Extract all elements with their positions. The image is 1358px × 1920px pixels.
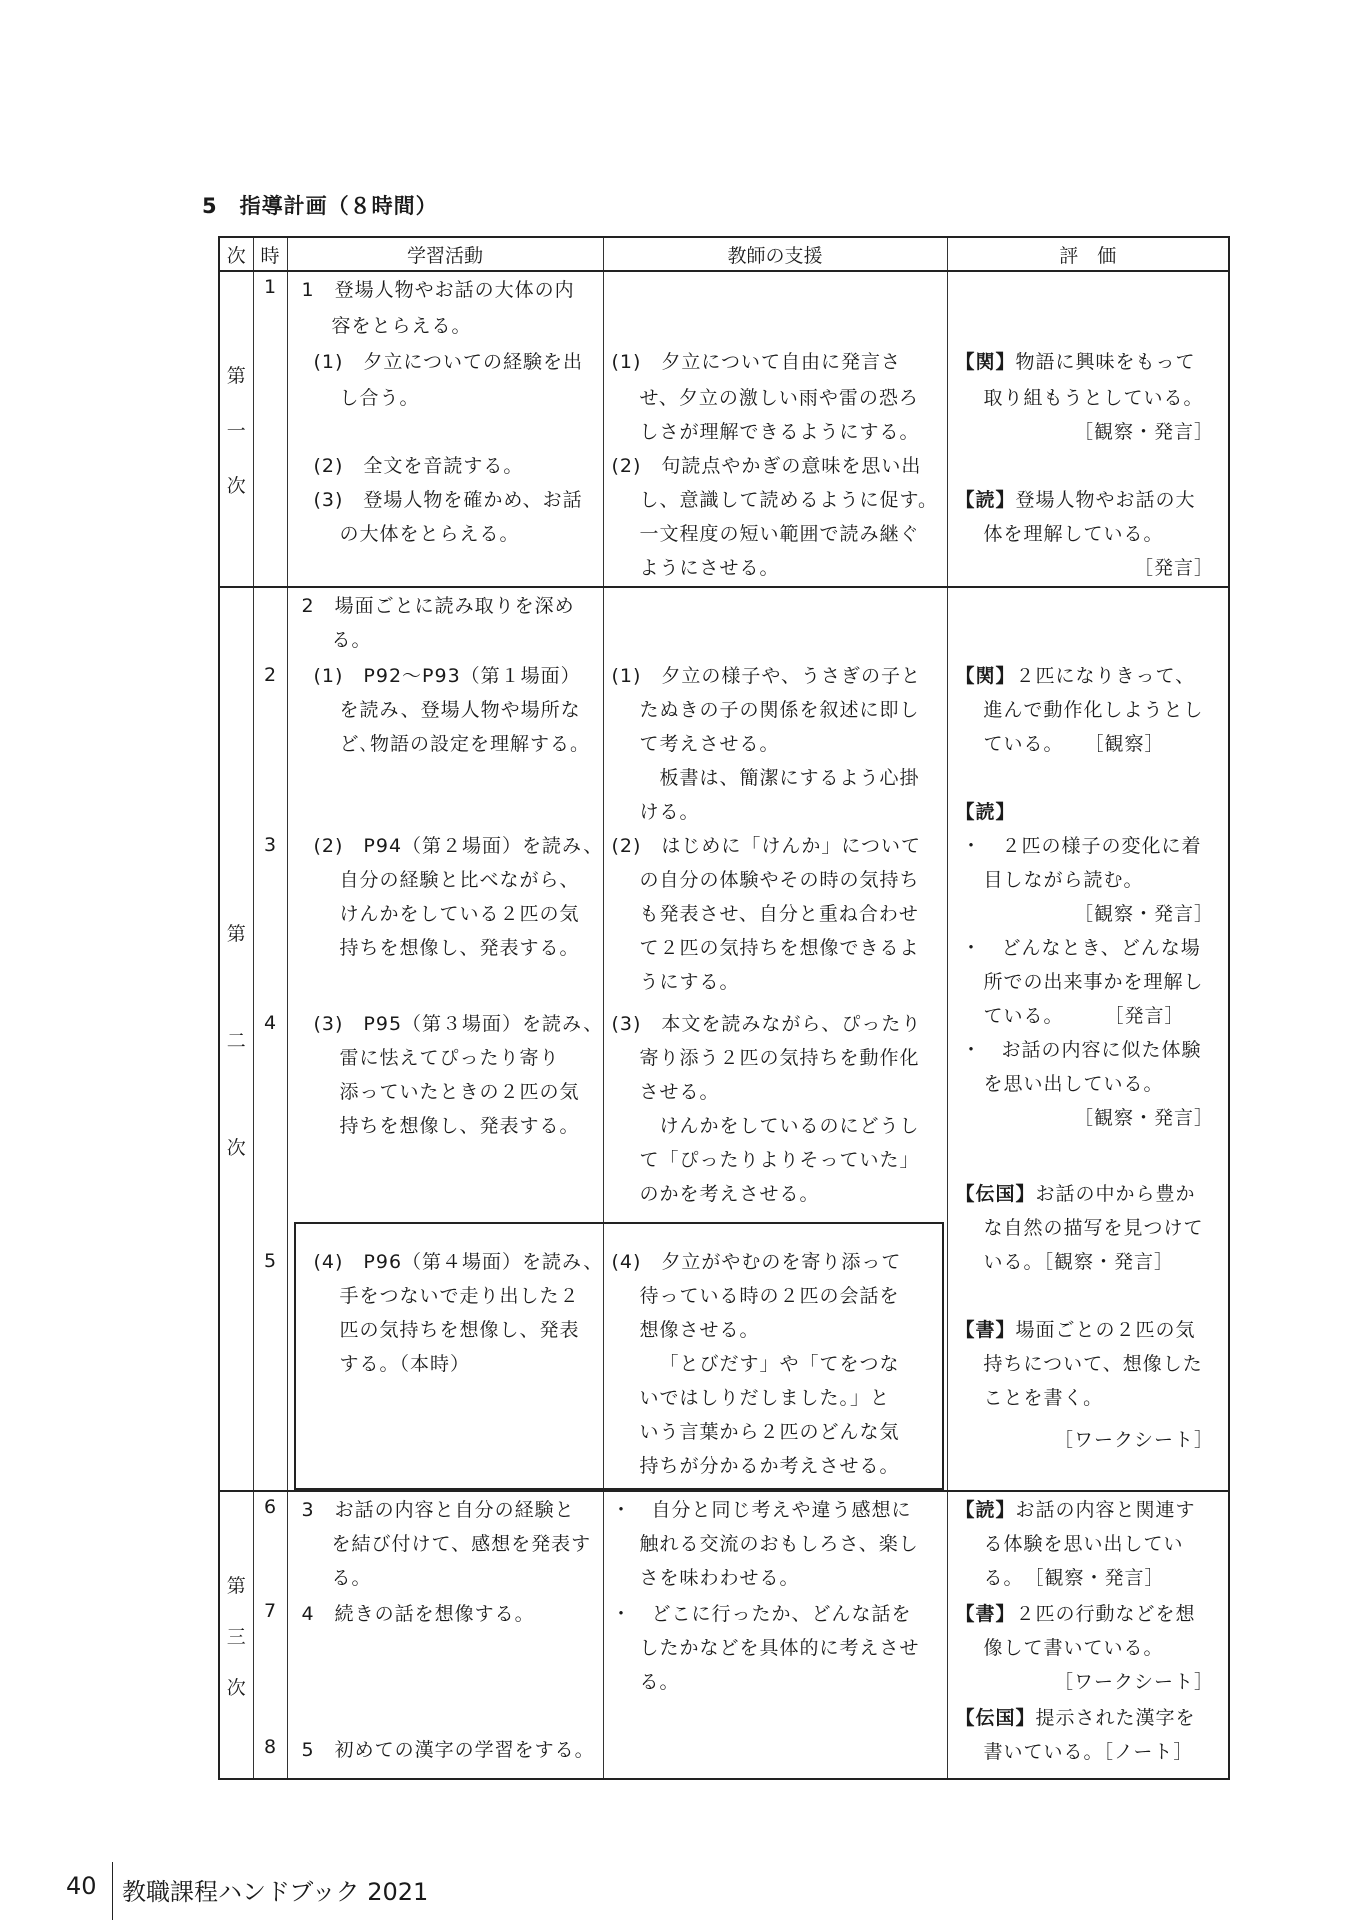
header-phase: 次 [219,237,253,271]
footer-divider [112,1862,113,1920]
evaluation-tag: 【書】 [955,1603,1016,1625]
phase-1-evaluation: 【関】物語に興味をもって 取り組もうとしている。 ［観察・発言］ 【読】登場人物やお話の大 体を理解している。 ［発言］ [947,271,1229,587]
hour-6: 6 [263,1496,277,1518]
evaluation-tag: 【書】 [955,1319,1016,1341]
hour-4: 4 [263,1012,277,1034]
phase-1-activity: 1 登場人物やお話の大体の内 容をとらえる。 (1) 夕立についての経験を出 し合う。 (2) 全文を音読する。 (3) 登場人物を確かめ、お話 の大体をとらえる。 [287,271,603,587]
phase-3 [219,1491,1229,1779]
phase-2-evaluation: 【関】２匹になりきって、 進んで動作化しようとし ている。 ［観察］ 【読】 ・ ２匹の様子の変化に着 目しながら読む。 ［観察・発言］ ・ どんなとき、どんな場 所での出来事かを理解し ている。 ［発言］ ・ お話の内容に似た体験 を思い出している。 ［観察・発言］ 【伝国】お話の中から豊か な自然の描写を見つけて いる。［観察・発言］ 【書】場面ごとの２匹の気 持ちについて、想像した ことを書く。 ［ワークシート］ [947,587,1229,1491]
hour-3: 3 [263,834,277,856]
phase-1-hours [253,271,287,587]
evaluation-tag: 【伝国】 [955,1183,1036,1205]
evaluation-tag: 【読】 [955,489,1016,511]
evaluation-tag: 【関】 [955,351,1016,373]
phase-2-hours [253,587,287,1491]
current-lesson-box [294,1222,944,1490]
phase-3-evaluation: 【読】お話の内容と関連す る体験を思い出してい る。 ［観察・発言］ 【書】２匹の行動などを想 像して書いている。 ［ワークシート］ 【伝国】提示された漢字を 書いている。［ノート］ [947,1491,1229,1779]
phase-1 [219,271,1229,587]
page-number: 40 [66,1872,97,1900]
evaluation-tag: 【読】 [955,801,1016,823]
phase-1-support: (1) 夕立について自由に発言さ せ、夕立の激しい雨や雷の恐ろ しさが理解できるようにする。 (2) 句読点やかぎの意味を思い出 し、意識して読めるように促す。 一文程度の短い範囲で読み継ぐ ようにさせる。 [603,271,947,587]
hour-5: 5 [263,1250,277,1272]
evaluation-tag: 【読】 [955,1499,1016,1521]
phase-3-support: ・ 自分と同じ考えや違う感想に 触れる交流のおもしろさ、楽し さを味わわせる。 ・ どこに行ったか、どんな話を したかなどを具体的に考えさせ る。 [603,1491,947,1779]
phase-3-activity: 3 お話の内容と自分の経験と を結び付けて、感想を発表す る。 4 続きの話を想像する。 5 初めての漢字の学習をする。 [287,1491,603,1779]
header-support: 教師の支援 [603,237,947,271]
section-title: 5 指導計画（８時間） [202,194,438,218]
hour-2: 2 [263,664,277,686]
header-evaluation: 評 価 [947,237,1229,271]
phase-2-label: 第 二 次 [219,587,253,1491]
phase-3-hours [253,1491,287,1779]
phase-2-activity: 2 場面ごとに読み取りを深め る。 (1) P92～P93（第１場面） を読み、登場人物や場所な ど､物語の設定を理解する。 (2) P94（第２場面）を読み、 自分の経験と比べながら、 けんかをしている２匹の気 持ちを想像し、発表する。 (3) P95（第３場面）を読み、 雷に怯えてぴったり寄り 添っていたときの２匹の気 持ちを想像し、発表する。 (4) P96（第４場面）を読み、 手をつないで走り出した２ 匹の気持ちを想像し、発表 する。（本時） [287,587,603,1491]
hour-1: 1 [263,276,277,298]
header-hour: 時 [253,237,287,271]
phase-2-support: (1) 夕立の様子や、うさぎの子と たぬきの子の関係を叙述に即し て考えさせる。 板書は、簡潔にするよう心掛 ける。 (2) はじめに「けんか」について の自分の体験やその時の気持ち も発表させ、自分と重ね合わせ て２匹の気持ちを想像できるよ うにする。 (3) 本文を読みながら、ぴったり 寄り添う２匹の気持ちを動作化 させる。 けんかをしているのにどうし て「ぴったりよりそっていた」 のかを考えさせる。 (4) 夕立がやむのを寄り添って 待っている時の２匹の会話を 想像させる。 「とびだす」や「てをつな いではしりだしました。」と いう言葉から２匹のどんな気 持ちが分かるか考えさせる。 [603,587,947,1491]
publication-title: 教職課程ハンドブック 2021 [122,1878,429,1906]
teaching-plan-table [218,236,1230,1780]
table-header-row [219,237,1229,271]
header-activity: 学習活動 [287,237,603,271]
phase-1-label: 第 一 次 [219,271,253,587]
evaluation-tag: 【伝国】 [955,1707,1036,1729]
hour-7: 7 [263,1600,277,1622]
hour-8: 8 [263,1736,277,1758]
phase-3-label: 第 三 次 [219,1491,253,1779]
evaluation-tag: 【関】 [955,665,1016,687]
